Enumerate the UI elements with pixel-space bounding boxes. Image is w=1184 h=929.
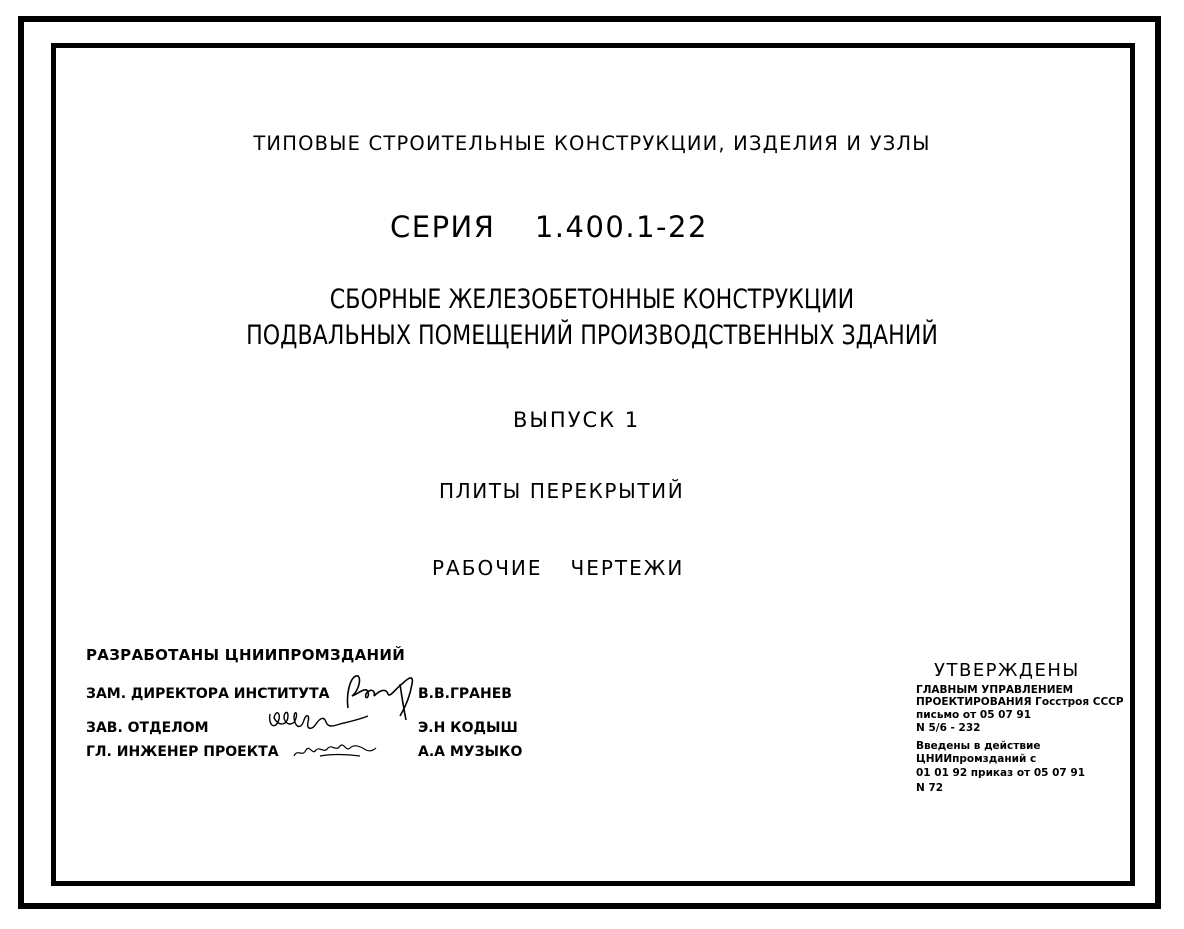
series-number: 1.400.1-22 bbox=[534, 210, 708, 244]
approval-line-7: 01 01 92 приказ от 05 07 91 bbox=[916, 767, 1085, 779]
approval-line-3: письмо от 05 07 91 bbox=[916, 709, 1032, 721]
subject-label: ПЛИТЫ ПЕРЕКРЫТИЙ bbox=[439, 479, 685, 503]
approval-line-1: ГЛАВНЫМ УПРАВЛЕНИЕМ bbox=[916, 684, 1074, 696]
series-word: СЕРИЯ bbox=[390, 210, 496, 244]
approval-line-4: N 5/6 - 232 bbox=[916, 722, 981, 734]
issue-label: ВЫПУСК 1 bbox=[513, 408, 641, 432]
drawings-word-2: ЧЕРТЕЖИ bbox=[570, 556, 685, 580]
name-granev: В.В.ГРАНЕВ bbox=[418, 686, 512, 702]
approval-line-5: Введены в действие bbox=[916, 740, 1041, 752]
position-chief-engineer: ГЛ. ИНЖЕНЕР ПРОЕКТА bbox=[86, 744, 279, 760]
name-muzyko: А.А МУЗЫКО bbox=[418, 744, 523, 760]
approval-line-2: ПРОЕКТИРОВАНИЯ Госстроя СССР bbox=[916, 696, 1124, 708]
name-kodysh: Э.Н КОДЫШ bbox=[418, 720, 518, 736]
title-line-2: ПОДВАЛЬНЫХ ПОМЕЩЕНИЙ ПРОИЗВОДСТВЕННЫХ ЗДАНИЙ bbox=[246, 320, 938, 351]
series-line bbox=[390, 210, 708, 244]
developed-by-label: РАЗРАБОТАНЫ ЦНИИПРОМЗДАНИЙ bbox=[86, 646, 406, 664]
approval-line-8: N 72 bbox=[916, 782, 944, 794]
signature-muzyko bbox=[290, 734, 380, 764]
title-line-1: СБОРНЫЕ ЖЕЛЕЗОБЕТОННЫЕ КОНСТРУКЦИИ bbox=[329, 284, 855, 315]
position-deputy-director: ЗАМ. ДИРЕКТОРА ИНСТИТУТА bbox=[86, 686, 330, 702]
drawings-word-1: РАБОЧИЕ bbox=[432, 556, 543, 580]
drawings-label bbox=[432, 556, 684, 580]
document-heading: ТИПОВЫЕ СТРОИТЕЛЬНЫЕ КОНСТРУКЦИИ, ИЗДЕЛИЯ И УЗЛЫ bbox=[253, 132, 931, 155]
approved-title: УТВЕРЖДЕНЫ bbox=[934, 660, 1080, 681]
position-department-head: ЗАВ. ОТДЕЛОМ bbox=[86, 720, 209, 736]
approval-line-6: ЦНИИпромзданий с bbox=[916, 753, 1037, 765]
